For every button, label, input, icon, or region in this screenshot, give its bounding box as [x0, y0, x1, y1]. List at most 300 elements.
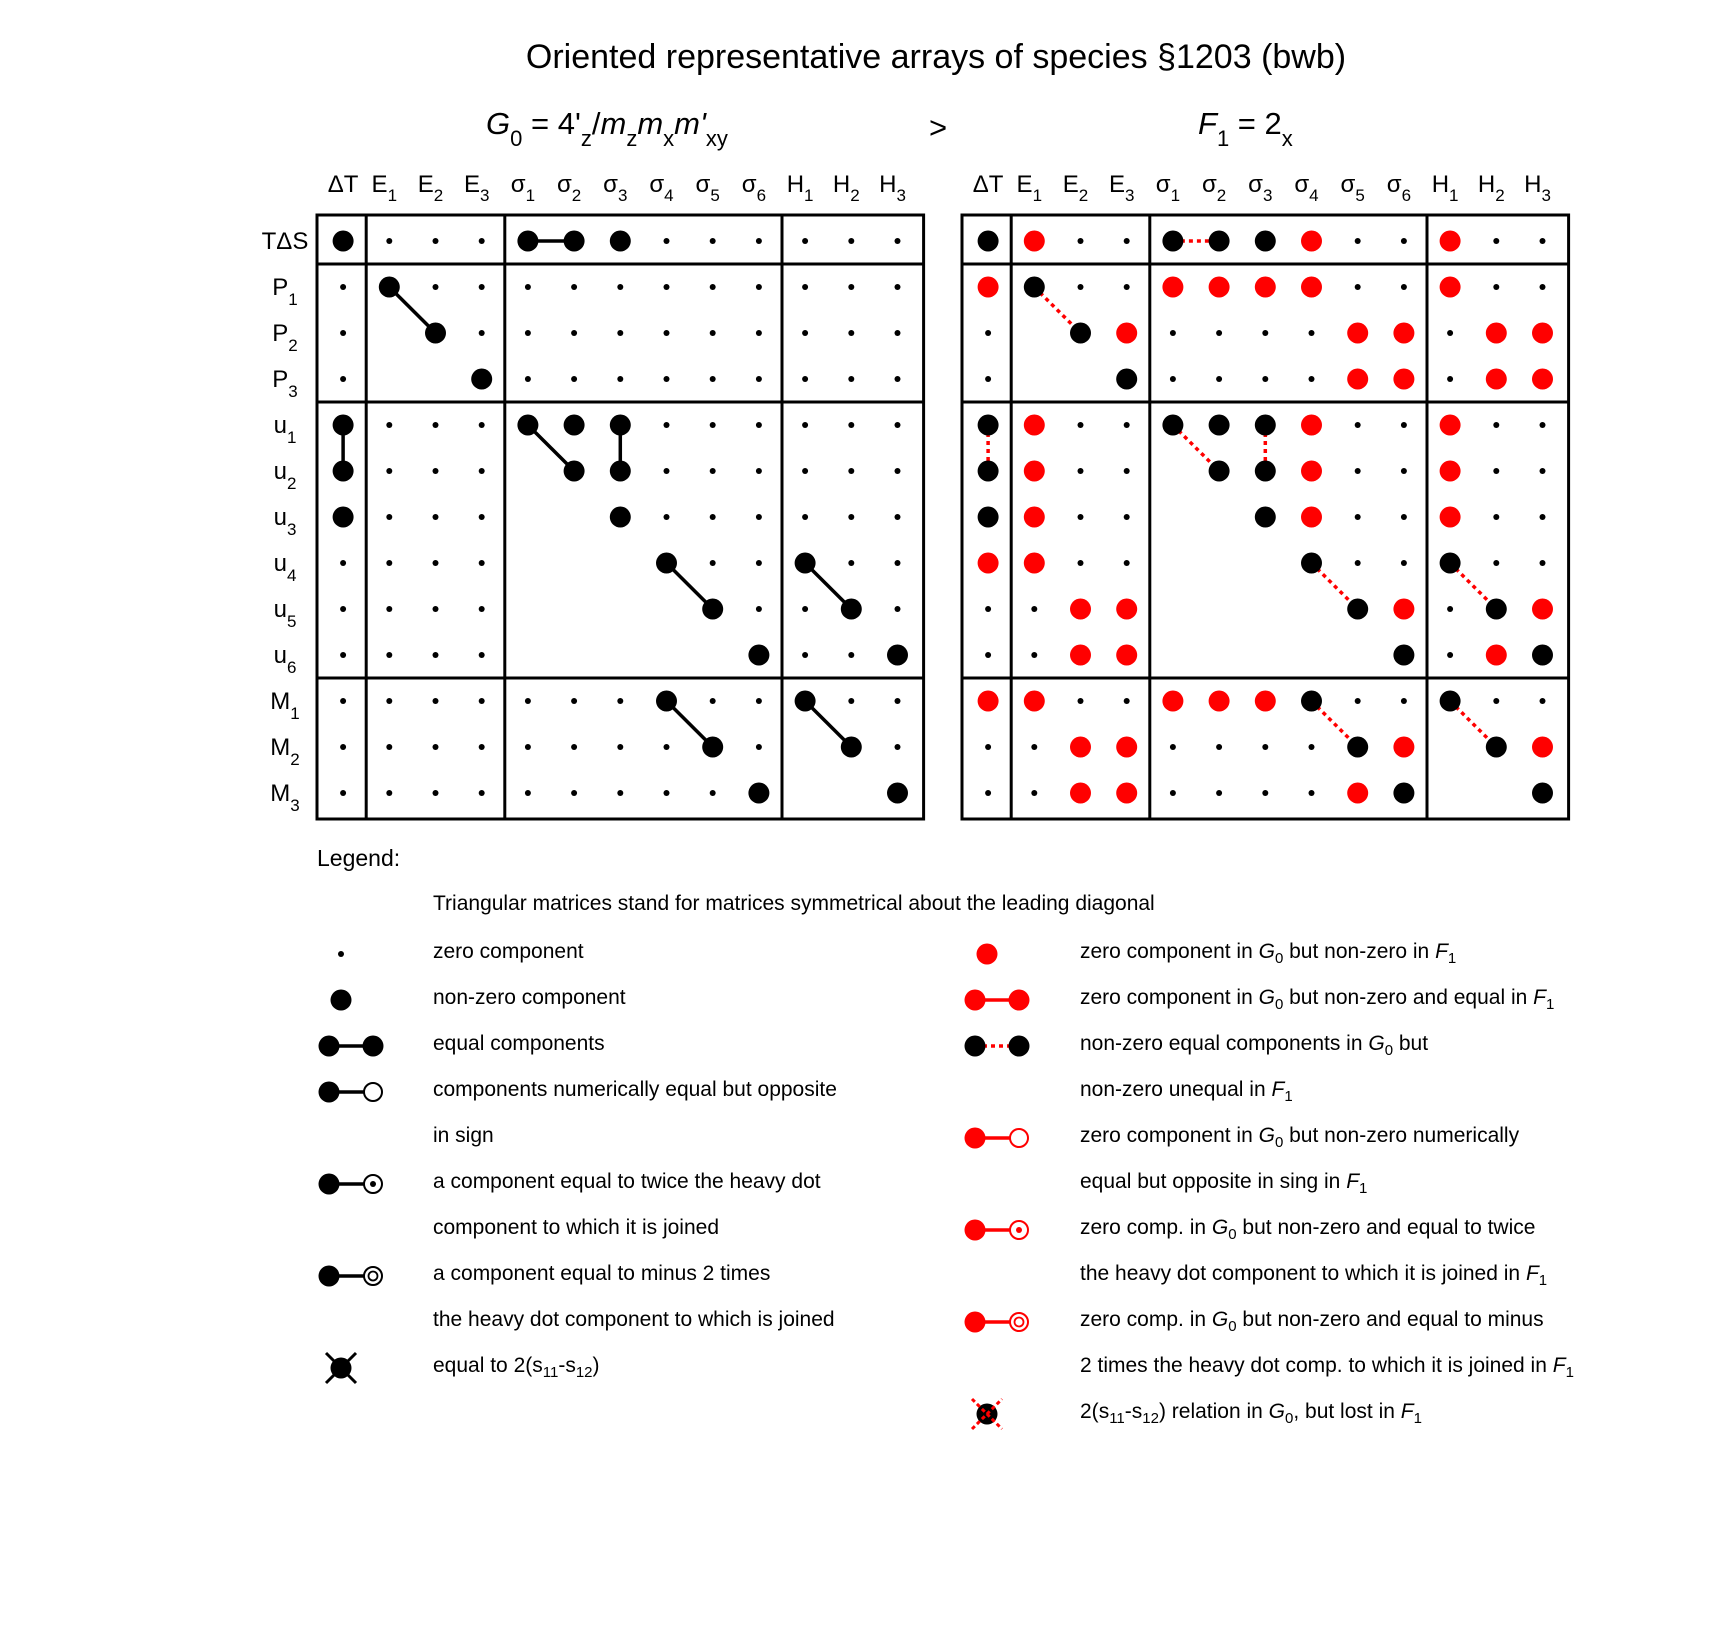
zero-component-dot	[710, 698, 716, 704]
nonzero-component-dot	[978, 231, 999, 252]
zero-component-dot	[848, 514, 854, 520]
zero-component-dot	[340, 284, 346, 290]
nonzero-component-dot	[1486, 737, 1507, 758]
nonzero-component-dot	[610, 461, 631, 482]
zero-component-dot	[1124, 284, 1130, 290]
nonzero-component-dot	[1255, 415, 1276, 436]
nonzero-component-dot	[656, 553, 677, 574]
legend-icon-pair-opposite	[319, 1082, 383, 1103]
column-header: $E_3$	[1108, 171, 1135, 205]
zero-component-dot	[664, 744, 670, 750]
zero-component-dot	[802, 330, 808, 336]
zero-component-dot	[1216, 330, 1222, 336]
nonzero-component-dot	[1162, 231, 1183, 252]
zero-component-dot	[756, 422, 762, 428]
zero-component-dot	[710, 514, 716, 520]
zero-component-dot	[710, 238, 716, 244]
nonzero-component-dot	[333, 461, 354, 482]
zero-component-dot	[1447, 330, 1453, 336]
nonzero-component-dot	[517, 231, 538, 252]
column-header: $H_1$	[1431, 171, 1459, 205]
new-nonzero-component-dot	[1486, 645, 1507, 666]
zero-component-dot	[895, 330, 901, 336]
zero-component-dot	[617, 376, 623, 382]
nonzero-component-dot	[795, 553, 816, 574]
legend-icon-red-pair-twice	[965, 1220, 1029, 1241]
zero-component-dot	[802, 238, 808, 244]
legend-right-text: equal but opposite in sing in $F_1$	[1080, 1170, 1368, 1198]
new-nonzero-component-dot	[1255, 691, 1276, 712]
child-group-label	[1198, 106, 1293, 151]
zero-component-dot	[340, 376, 346, 382]
zero-component-dot	[1447, 652, 1453, 658]
nonzero-component-dot	[1209, 231, 1230, 252]
legend-right-text: zero component in $G_0$ but non-zero numerically	[1080, 1124, 1520, 1152]
zero-component-dot	[895, 422, 901, 428]
zero-component-dot	[1401, 238, 1407, 244]
zero-component-dot	[1493, 468, 1499, 474]
row-header: $M_2$	[270, 734, 300, 769]
column-header: $\sigma_6$	[1386, 171, 1412, 205]
legend-left-text: zero component	[433, 940, 584, 963]
zero-component-dot	[1124, 238, 1130, 244]
legend-left-text: a component equal to twice the heavy dot	[433, 1170, 821, 1193]
nonzero-component-dot	[1024, 277, 1045, 298]
nonzero-component-dot	[1347, 737, 1368, 758]
zero-component-dot	[1540, 514, 1546, 520]
svg-text:F1 = 2x: $F_1 = 2_x$	[1198, 106, 1293, 151]
new-nonzero-component-dot	[1393, 599, 1414, 620]
zero-component-dot	[848, 284, 854, 290]
zero-component-dot	[1355, 284, 1361, 290]
row-header: $u_1$	[273, 412, 297, 447]
nonzero-component-dot	[1255, 507, 1276, 528]
zero-component-dot	[756, 514, 762, 520]
legend-right-text: non-zero unequal in $F_1$	[1080, 1078, 1293, 1106]
legend-right-text: the heavy dot component to which it is joined in $F_1$	[1080, 1262, 1548, 1290]
zero-component-dot	[895, 698, 901, 704]
zero-component-dot	[895, 468, 901, 474]
row-header: $M_3$	[270, 780, 300, 815]
legend-icon-pair-minus2	[319, 1266, 383, 1287]
zero-component-dot	[1493, 560, 1499, 566]
zero-component-dot	[386, 744, 392, 750]
zero-component-dot	[802, 652, 808, 658]
column-header: $E_1$	[1016, 171, 1043, 205]
zero-component-dot	[571, 744, 577, 750]
zero-component-dot	[710, 468, 716, 474]
new-nonzero-component-dot	[1301, 231, 1322, 252]
zero-component-dot	[1170, 790, 1176, 796]
zero-component-dot	[1124, 560, 1130, 566]
nonzero-component-dot	[1532, 645, 1553, 666]
zero-component-dot	[386, 514, 392, 520]
zero-component-dot	[1540, 238, 1546, 244]
zero-component-dot	[1355, 698, 1361, 704]
zero-component-dot	[895, 238, 901, 244]
zero-component-dot	[802, 514, 808, 520]
new-nonzero-component-dot	[1024, 231, 1045, 252]
zero-component-dot	[525, 744, 531, 750]
zero-component-dot	[895, 744, 901, 750]
zero-component-dot	[848, 376, 854, 382]
zero-component-dot	[1262, 744, 1268, 750]
zero-component-dot	[1031, 606, 1037, 612]
legend-icon-small-dot	[338, 951, 344, 957]
zero-component-dot	[710, 560, 716, 566]
legend-icon-black-pair-dotted	[965, 1036, 1030, 1057]
zero-component-dot	[756, 560, 762, 566]
nonzero-component-dot	[379, 277, 400, 298]
zero-component-dot	[1078, 514, 1084, 520]
zero-component-dot	[1078, 422, 1084, 428]
legend-left-text: in sign	[433, 1124, 494, 1147]
legend-left-text: component to which it is joined	[433, 1216, 719, 1239]
zero-component-dot	[340, 560, 346, 566]
nonzero-component-dot	[1393, 783, 1414, 804]
nonzero-component-dot	[887, 783, 908, 804]
zero-component-dot	[895, 606, 901, 612]
nonzero-component-dot	[471, 369, 492, 390]
nonzero-component-dot	[517, 415, 538, 436]
new-nonzero-component-dot	[1024, 691, 1045, 712]
nonzero-component-dot	[425, 323, 446, 344]
legend-left-text: a component equal to minus 2 times	[433, 1262, 771, 1285]
zero-component-dot	[1401, 422, 1407, 428]
zero-component-dot	[756, 606, 762, 612]
zero-component-dot	[1401, 284, 1407, 290]
zero-component-dot	[479, 744, 485, 750]
zero-component-dot	[664, 376, 670, 382]
row-header: $P_2$	[272, 320, 298, 355]
zero-component-dot	[1493, 698, 1499, 704]
new-nonzero-component-dot	[1440, 507, 1461, 528]
row-header: $u_5$	[273, 596, 297, 631]
new-nonzero-component-dot	[1486, 369, 1507, 390]
zero-component-dot	[433, 698, 439, 704]
zero-component-dot	[433, 560, 439, 566]
zero-component-dot	[433, 790, 439, 796]
nonzero-component-dot	[333, 415, 354, 436]
zero-component-dot	[664, 790, 670, 796]
zero-component-dot	[848, 698, 854, 704]
nonzero-component-dot	[1209, 461, 1230, 482]
new-nonzero-component-dot	[1393, 323, 1414, 344]
zero-component-dot	[1262, 376, 1268, 382]
zero-component-dot	[802, 468, 808, 474]
row-header: $M_1$	[270, 688, 300, 723]
zero-component-dot	[664, 330, 670, 336]
zero-component-dot	[848, 560, 854, 566]
new-nonzero-component-dot	[1116, 599, 1137, 620]
zero-component-dot	[1262, 790, 1268, 796]
zero-component-dot	[1124, 422, 1130, 428]
new-nonzero-component-dot	[1024, 461, 1045, 482]
zero-component-dot	[433, 652, 439, 658]
new-nonzero-component-dot	[1162, 691, 1183, 712]
column-header: $\sigma_4$	[1294, 171, 1319, 205]
legend-left-text: components numerically equal but opposite	[433, 1078, 837, 1101]
nonzero-component-dot	[564, 415, 585, 436]
zero-component-dot	[525, 284, 531, 290]
zero-component-dot	[985, 744, 991, 750]
zero-component-dot	[895, 514, 901, 520]
zero-component-dot	[710, 284, 716, 290]
zero-component-dot	[433, 606, 439, 612]
column-header: $H_3$	[1524, 171, 1551, 205]
zero-component-dot	[386, 560, 392, 566]
column-header: $\sigma_5$	[1340, 171, 1365, 205]
zero-component-dot	[1216, 790, 1222, 796]
column-header: $\sigma_5$	[695, 171, 720, 205]
new-nonzero-component-dot	[1070, 783, 1091, 804]
new-nonzero-component-dot	[1301, 277, 1322, 298]
zero-component-dot	[802, 606, 808, 612]
zero-component-dot	[1170, 330, 1176, 336]
zero-component-dot	[1124, 698, 1130, 704]
relation-symbol: >	[928, 110, 948, 145]
column-header: ΔT	[972, 171, 1004, 198]
zero-component-dot	[664, 284, 670, 290]
matrix-F1	[962, 171, 1569, 819]
new-nonzero-component-dot	[1116, 737, 1137, 758]
zero-component-dot	[386, 468, 392, 474]
parent-group-label	[486, 106, 728, 151]
zero-component-dot	[664, 468, 670, 474]
zero-component-dot	[1078, 284, 1084, 290]
nonzero-component-dot	[1486, 599, 1507, 620]
zero-component-dot	[571, 330, 577, 336]
new-nonzero-component-dot	[1116, 783, 1137, 804]
legend-right-text: $2(s_{11}-s_{12})$ relation in $G_0$, but lost in $F_1$	[1080, 1400, 1422, 1428]
zero-component-dot	[1078, 468, 1084, 474]
zero-component-dot	[756, 284, 762, 290]
zero-component-dot	[479, 330, 485, 336]
column-header: $H_2$	[1477, 171, 1505, 205]
legend-right-text: zero comp. in $G_0$ but non-zero and equal to minus	[1080, 1308, 1544, 1336]
zero-component-dot	[479, 606, 485, 612]
zero-component-dot	[571, 698, 577, 704]
zero-component-dot	[1078, 238, 1084, 244]
column-header: $\sigma_2$	[1201, 171, 1227, 205]
nonzero-component-dot	[1440, 691, 1461, 712]
zero-component-dot	[1493, 238, 1499, 244]
legend-left-text: the heavy dot component to which is joined	[433, 1308, 835, 1331]
new-nonzero-component-dot	[1440, 461, 1461, 482]
zero-component-dot	[479, 698, 485, 704]
row-header: $u_6$	[273, 642, 297, 677]
nonzero-component-dot	[1393, 645, 1414, 666]
new-nonzero-component-dot	[1162, 277, 1183, 298]
column-header: $E_2$	[1062, 171, 1089, 205]
zero-component-dot	[1170, 376, 1176, 382]
nonzero-component-dot	[1301, 691, 1322, 712]
zero-component-dot	[1401, 560, 1407, 566]
zero-component-dot	[479, 514, 485, 520]
new-nonzero-component-dot	[1301, 415, 1322, 436]
new-nonzero-component-dot	[1347, 783, 1368, 804]
zero-component-dot	[1124, 468, 1130, 474]
row-header: $P_1$	[272, 274, 298, 309]
zero-component-dot	[756, 238, 762, 244]
nonzero-component-dot	[887, 645, 908, 666]
zero-component-dot	[1031, 652, 1037, 658]
zero-component-dot	[525, 698, 531, 704]
zero-component-dot	[985, 376, 991, 382]
nonzero-component-dot	[656, 691, 677, 712]
zero-component-dot	[756, 376, 762, 382]
column-header: $H_1$	[786, 171, 814, 205]
zero-component-dot	[895, 376, 901, 382]
nonzero-component-dot	[1116, 369, 1137, 390]
zero-component-dot	[1355, 422, 1361, 428]
zero-component-dot	[1401, 514, 1407, 520]
legend-note: Triangular matrices stand for matrices symmetrical about the leading diagonal	[433, 892, 1155, 915]
new-nonzero-component-dot	[1209, 691, 1230, 712]
zero-component-dot	[1031, 790, 1037, 796]
zero-component-dot	[1309, 376, 1315, 382]
zero-component-dot	[1493, 422, 1499, 428]
zero-component-dot	[710, 330, 716, 336]
zero-component-dot	[1493, 284, 1499, 290]
zero-component-dot	[340, 790, 346, 796]
zero-component-dot	[1540, 698, 1546, 704]
nonzero-component-dot	[1255, 231, 1276, 252]
zero-component-dot	[1031, 744, 1037, 750]
zero-component-dot	[1540, 284, 1546, 290]
zero-component-dot	[848, 422, 854, 428]
zero-component-dot	[1447, 606, 1453, 612]
zero-component-dot	[386, 790, 392, 796]
nonzero-component-dot	[1347, 599, 1368, 620]
zero-component-dot	[1078, 560, 1084, 566]
new-nonzero-component-dot	[1024, 553, 1045, 574]
new-nonzero-component-dot	[1532, 599, 1553, 620]
new-nonzero-component-dot	[1255, 277, 1276, 298]
new-nonzero-component-dot	[1347, 369, 1368, 390]
zero-component-dot	[340, 652, 346, 658]
zero-component-dot	[756, 698, 762, 704]
new-nonzero-component-dot	[978, 553, 999, 574]
legend-left-text: equal components	[433, 1032, 605, 1055]
column-header: $\sigma_2$	[556, 171, 582, 205]
legend-right-text: zero component in $G_0$ but non-zero in $F_1$	[1080, 940, 1457, 968]
zero-component-dot	[802, 376, 808, 382]
zero-component-dot	[1401, 698, 1407, 704]
zero-component-dot	[1170, 744, 1176, 750]
new-nonzero-component-dot	[1393, 737, 1414, 758]
zero-component-dot	[848, 468, 854, 474]
zero-component-dot	[340, 698, 346, 704]
zero-component-dot	[1216, 376, 1222, 382]
new-nonzero-component-dot	[1532, 323, 1553, 344]
zero-component-dot	[848, 652, 854, 658]
svg-text:G0 = 4'z/mzmxm'xy: $G_0 = 4'_z/m_zm_xm'_{xy}$	[486, 106, 728, 151]
matrix-G0	[262, 171, 924, 819]
zero-component-dot	[433, 422, 439, 428]
zero-component-dot	[1216, 744, 1222, 750]
diagram-title: Oriented representative arrays of species §1203 (bwb)	[525, 38, 1347, 76]
zero-component-dot	[985, 330, 991, 336]
zero-component-dot	[710, 376, 716, 382]
legend-right-text: zero component in $G_0$ but non-zero and equal in $F_1$	[1080, 986, 1555, 1014]
legend-heading: Legend:	[317, 845, 401, 871]
zero-component-dot	[1540, 560, 1546, 566]
zero-component-dot	[664, 238, 670, 244]
row-header: $u_2$	[273, 458, 297, 493]
nonzero-component-dot	[564, 231, 585, 252]
zero-component-dot	[479, 560, 485, 566]
zero-component-dot	[848, 330, 854, 336]
zero-component-dot	[386, 422, 392, 428]
legend-left-text: equal to $2(s_{11}-s_{12})$	[433, 1354, 600, 1382]
new-nonzero-component-dot	[978, 691, 999, 712]
nonzero-component-dot	[841, 737, 862, 758]
zero-component-dot	[1540, 468, 1546, 474]
column-header: $\sigma_3$	[1248, 171, 1273, 205]
zero-component-dot	[1493, 514, 1499, 520]
zero-component-dot	[985, 652, 991, 658]
zero-component-dot	[1124, 514, 1130, 520]
nonzero-component-dot	[702, 737, 723, 758]
zero-component-dot	[571, 284, 577, 290]
zero-component-dot	[1355, 560, 1361, 566]
legend-icon-red-pair-minus2	[965, 1312, 1029, 1333]
new-nonzero-component-dot	[1024, 415, 1045, 436]
nonzero-component-dot	[610, 415, 631, 436]
row-header: TΔS	[261, 228, 309, 255]
legend-icon-red-cross-dot	[972, 1399, 1002, 1429]
nonzero-component-dot	[1162, 415, 1183, 436]
new-nonzero-component-dot	[1532, 737, 1553, 758]
legend-icon-cross-dot	[326, 1353, 356, 1383]
zero-component-dot	[1401, 468, 1407, 474]
nonzero-component-dot	[978, 507, 999, 528]
zero-component-dot	[1355, 468, 1361, 474]
new-nonzero-component-dot	[1070, 599, 1091, 620]
zero-component-dot	[1078, 698, 1084, 704]
nonzero-component-dot	[1532, 783, 1553, 804]
legend-icon-red-pair-equal	[965, 990, 1030, 1011]
nonzero-component-dot	[1070, 323, 1091, 344]
zero-component-dot	[710, 790, 716, 796]
new-nonzero-component-dot	[1116, 645, 1137, 666]
zero-component-dot	[710, 422, 716, 428]
legend-icon-pair-equal	[319, 1036, 384, 1057]
zero-component-dot	[571, 376, 577, 382]
new-nonzero-component-dot	[1070, 737, 1091, 758]
zero-component-dot	[386, 652, 392, 658]
new-nonzero-component-dot	[1440, 415, 1461, 436]
zero-component-dot	[479, 422, 485, 428]
zero-component-dot	[525, 790, 531, 796]
nonzero-component-dot	[841, 599, 862, 620]
column-header: $E_1$	[371, 171, 398, 205]
column-header: $E_3$	[463, 171, 490, 205]
nonzero-component-dot	[978, 461, 999, 482]
zero-component-dot	[664, 422, 670, 428]
nonzero-component-dot	[702, 599, 723, 620]
nonzero-component-dot	[1209, 415, 1230, 436]
zero-component-dot	[433, 744, 439, 750]
zero-component-dot	[848, 238, 854, 244]
column-header: $H_3$	[879, 171, 906, 205]
new-nonzero-component-dot	[1486, 323, 1507, 344]
zero-component-dot	[617, 330, 623, 336]
zero-component-dot	[386, 238, 392, 244]
zero-component-dot	[386, 698, 392, 704]
legend-right-text: 2 times the heavy dot comp. to which it is joined in $F_1$	[1080, 1354, 1574, 1382]
